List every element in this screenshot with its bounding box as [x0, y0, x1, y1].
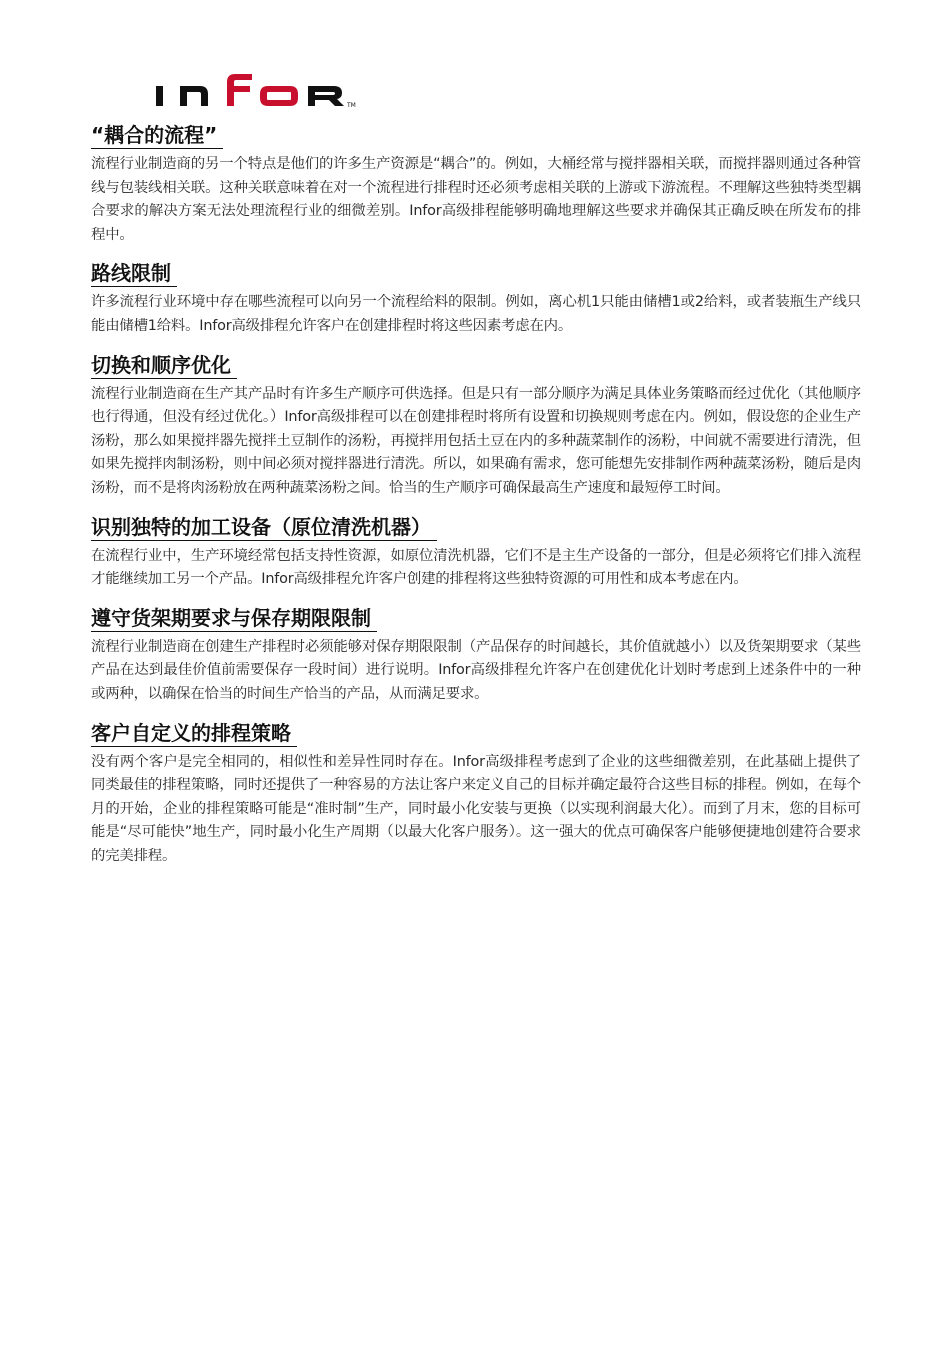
section-changeover-sequencing	[91, 352, 861, 501]
section-body: 流程行业制造商在生产其产品时有许多生产顺序可供选择。但是只有一部分顺序为满足具体业务策略而经过优化（其他顺序也行得通，但没有经过优化。）Infor高级排程可以在创建排程时将所有设置和切换规则考虑在内。例如，假设您的企业生产汤粉，那么如果搅拌器先搅拌土豆制作的汤粉，再搅拌用包括土豆在内的多种蔬菜制作的汤粉，中间就不需要进行清洗，但如果先搅拌肉制汤粉，则中间必须对搅拌器进行清洗。所以，如果确有需求，您可能想先安排制作两种蔬菜汤粉，随后是肉汤粉，而不是将肉汤粉放在两种蔬菜汤粉之间。恰当的生产顺序可确保最高生产速度和最短停工时间。	[91, 385, 861, 496]
section-body: 流程行业制造商的另一个特点是他们的许多生产资源是“耦合”的。例如，大桶经常与搅拌器相关联，而搅拌器则通过各种管线与包装线相关联。这种关联意味着在对一个流程进行排程时还必须考虑相关联的上游或下游流程。不理解这些独特类型耦合要求的解决方案无法处理流程行业的细微差别。Infor高级排程能够明确地理解这些要求并确保其正确反映在所发布的排程中。	[91, 156, 861, 243]
trademark-mark: TM	[347, 102, 356, 109]
section-heading: “耦合的流程”	[91, 122, 223, 149]
section-heading: 路线限制	[91, 260, 177, 287]
section-heading: 识别独特的加工设备（原位清洗机器）	[91, 514, 437, 541]
document-content	[91, 122, 861, 881]
section-heading: 客户自定义的排程策略	[91, 720, 297, 747]
section-routing-constraints	[91, 260, 861, 338]
section-shelf-life	[91, 605, 861, 707]
section-heading: 切换和顺序优化	[91, 352, 237, 379]
section-heading: 遵守货架期要求与保存期限限制	[91, 605, 377, 632]
section-body: 流程行业制造商在创建生产排程时必须能够对保存期限限制（产品保存的时间越长，其价值就越小）以及货架期要求（某些产品在达到最佳价值前需要保存一段时间）进行说明。Infor高级排程允许客户在创建优化计划时考虑到上述条件中的一种或两种，以确保在恰当的时间生产恰当的产品，从而满足要求。	[91, 638, 861, 702]
section-coupled-processes	[91, 122, 861, 247]
section-body: 没有两个客户是完全相同的，相似性和差异性同时存在。Infor高级排程考虑到了企业的这些细微差别，在此基础上提供了同类最佳的排程策略，同时还提供了一种容易的方法让客户来定义自己的目标并确定最符合这些目标的排程。例如，在每个月的开始，企业的排程策略可能是“准时制”生产，同时最小化安装与更换（以实现利润最大化）。而到了月末，您的目标可能是“尽可能快”地生产，同时最小化生产周期（以最大化客户服务）。这一强大的优点可确保客户能够便捷地创建符合要求的完美排程。	[91, 753, 861, 864]
section-body: 在流程行业中，生产环境经常包括支持性资源，如原位清洗机器，它们不是主生产设备的一部分，但是必须将它们排入流程才能继续加工另一个产品。Infor高级排程允许客户创建的排程将这些独特资源的可用性和成本考虑在内。	[91, 547, 861, 588]
section-unique-equipment	[91, 514, 861, 592]
section-custom-strategy	[91, 720, 861, 869]
section-body: 许多流程行业环境中存在哪些流程可以向另一个流程给料的限制。例如，离心机1只能由储槽1或2给料，或者装瓶生产线只能由储槽1给料。Infor高级排程允许客户在创建排程时将这些因素考虑在内。	[91, 294, 861, 334]
infor-logo	[154, 70, 404, 110]
